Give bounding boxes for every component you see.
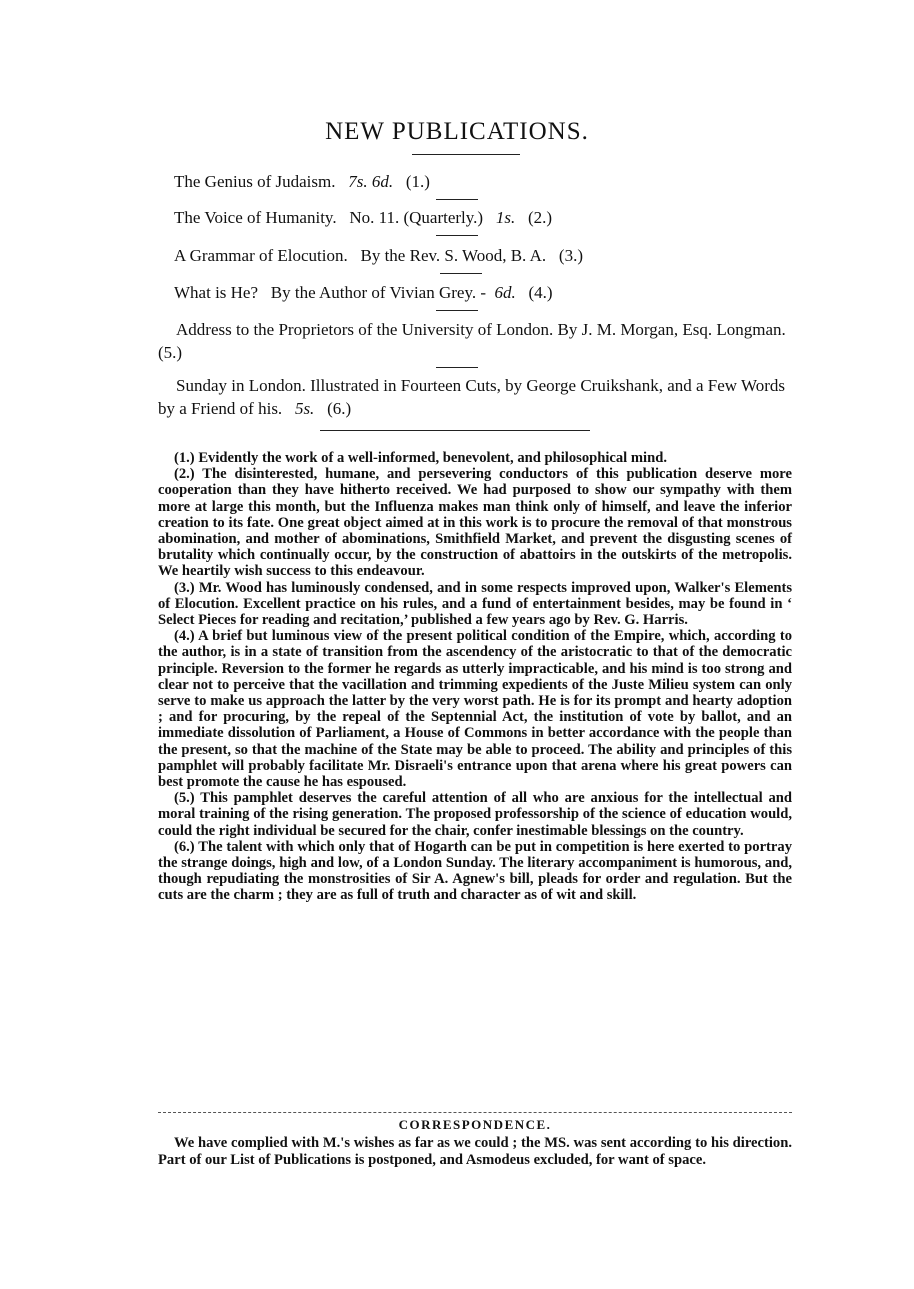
title-rule bbox=[412, 154, 520, 155]
entry-6-text: Sunday in London. Illustrated in Fourteen Cuts, by George Cruikshank, and a Few Words by a Friend of his. bbox=[158, 376, 785, 418]
publication-entry-6 bbox=[158, 374, 786, 420]
entry-rule bbox=[436, 199, 478, 200]
entry-3-title: A Grammar of Elocution. bbox=[174, 246, 348, 265]
entry-2-ref: (2.) bbox=[527, 208, 553, 227]
entry-rule bbox=[440, 273, 482, 274]
entry-rule bbox=[436, 367, 478, 368]
entry-1-price: 7s. 6d. bbox=[348, 172, 394, 191]
section-rule bbox=[320, 430, 590, 431]
note-6: (6.) The talent with which only that of Hogarth can be put in competition is here exerted to portray the strange doings, high and low, of a London Sunday. The literary accompaniment is humorous, and, though repudiating the monstrosities of Sir A. Agnew's bill, pleads for order and regulation. But the cuts are the charm ; they are as full of truth and character as of wit and skill. bbox=[158, 838, 792, 904]
entry-5-text: Address to the Proprietors of the University of London. By J. M. Morgan, Esq. Longman. (5.) bbox=[158, 320, 786, 362]
entry-2-title: The Voice of Humanity. bbox=[174, 208, 337, 227]
publication-entry-5 bbox=[158, 318, 786, 364]
entry-4-detail: By the Author of Vivian Grey. - bbox=[270, 283, 487, 302]
publication-entry-4 bbox=[174, 281, 802, 304]
entry-3-detail: By the Rev. S. Wood, B. A. bbox=[360, 246, 547, 265]
publication-entry-3 bbox=[174, 244, 802, 267]
notes-section bbox=[158, 450, 792, 904]
entry-6-ref: (6.) bbox=[327, 399, 352, 418]
note-3: (3.) Mr. Wood has luminously condensed, and in some respects improved upon, Walker's Elements of Elocution. Excellent practice on his rules, and a fund of entertainment besides, may be found in ‘ Select Pieces for reading and recitation,’ published a few years ago by Rev. G. Harris. bbox=[158, 579, 792, 629]
publication-entry-2 bbox=[174, 206, 802, 229]
entry-1-ref: (1.) bbox=[405, 172, 430, 191]
entry-rule bbox=[436, 235, 478, 236]
note-4: (4.) A brief but luminous view of the present political condition of the Empire, which, according to the author, is in a state of transition from the ascendency of the aristocratic to that of the democratic principle. Reversion to the former he regards as utterly impracticable, and his mind is too strong and clear not to perceive that the vacillation and trimming expedients of the Juste Milieu system can only serve to make us approach the latter by the very worst path. He is for its prompt and hearty adoption ; and for procuring, by the repeal of the Septennial Act, the institution of vote by ballot, and an immediate dissolution of Parliament, a House of Commons in better accordance with the people than the present, so that the machine of the State may be able to proceed. The ability and principles of this pamphlet will probably facilitate Mr. Disraeli's entrance upon that arena where his great powers can best promote the cause he has espoused. bbox=[158, 628, 792, 791]
entry-4-price: 6d. bbox=[494, 283, 516, 302]
entry-4-title: What is He? bbox=[174, 283, 259, 302]
note-2: (2.) The disinterested, humane, and persevering conductors of this publication deserve more cooperation than they have hitherto received. We had purposed to show our sympathy with them more at large this month, but the Influenza makes man think only of himself, and leave the inferior creation to its fate. One great object aimed at in this work is to procure the removal of that monstrous abomination, and mother of abominations, Smithfield Market, and prevent the disgusting scenes of brutality which continually occur, by the construction of abattoirs in the outskirts of the metropolis. We heartily wish success to this endeavour. bbox=[158, 466, 792, 580]
entry-3-ref: (3.) bbox=[558, 246, 583, 265]
publication-entry-1 bbox=[174, 170, 802, 193]
page-title: NEW PUBLICATIONS. bbox=[325, 118, 589, 145]
note-1: (1.) Evidently the work of a well-informed, benevolent, and philosophical mind. bbox=[174, 450, 667, 466]
correspondence-text: We have complied with M.'s wishes as far as we could ; the MS. was sent according to his direction. Part of our List of Publications is postponed, and Asmodeus excluded, for want of space. bbox=[158, 1135, 792, 1168]
entry-2-detail: No. 11. (Quarterly.) bbox=[349, 208, 484, 227]
correspondence-heading: CORRESPONDENCE. bbox=[398, 1117, 552, 1132]
correspondence-section bbox=[158, 1135, 792, 1168]
entry-4-ref: (4.) bbox=[528, 283, 553, 302]
entry-rule bbox=[436, 310, 478, 311]
entry-6-price: 5s. bbox=[294, 399, 315, 418]
correspondence-rule bbox=[158, 1112, 792, 1113]
entry-1-title: The Genius of Judaism. bbox=[174, 172, 336, 191]
note-5: (5.) This pamphlet deserves the careful attention of all who are anxious for the intellectual and moral training of the rising generation. The proposed professorship of the science of education would, could the right individual be secured for the chair, confer inestimable blessings on the country. bbox=[158, 790, 792, 839]
entry-2-price: 1s. bbox=[495, 208, 516, 227]
